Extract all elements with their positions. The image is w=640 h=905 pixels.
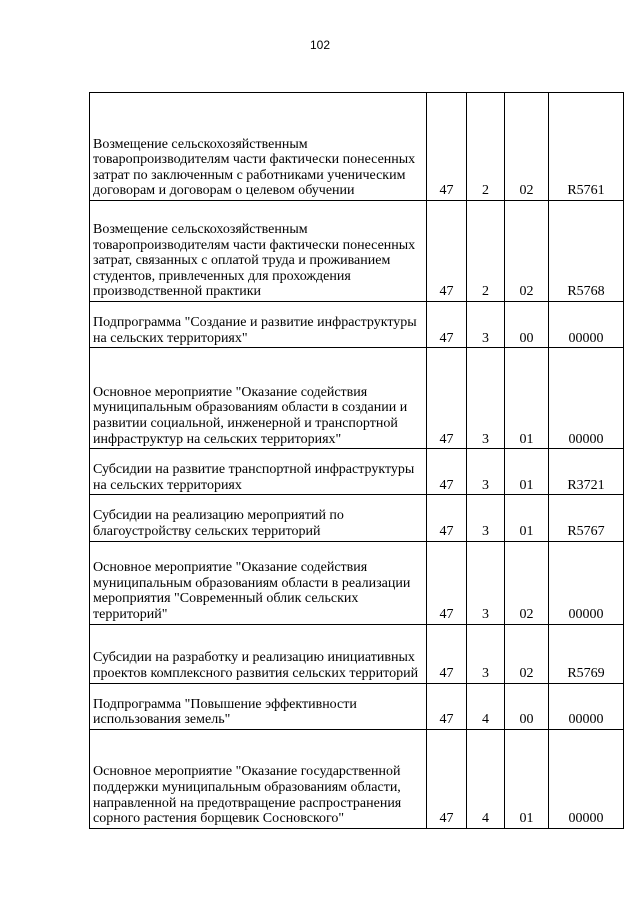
code-cell: 01	[505, 495, 549, 541]
table-row	[90, 93, 624, 201]
row-name-cell: Основное мероприятие "Оказание содействия муниципальным образованиям области в создании и развитии социальной, инженерной и транспортной инфраструктур на сельских территориях"	[90, 348, 427, 449]
code-cell: 4	[467, 729, 505, 828]
table-row	[90, 449, 624, 495]
code-cell: 00000	[549, 683, 624, 729]
table-row	[90, 683, 624, 729]
code-cell: 47	[427, 302, 467, 348]
table-row	[90, 201, 624, 302]
code-cell: 00000	[549, 302, 624, 348]
code-cell: 00000	[549, 348, 624, 449]
code-cell: 00000	[549, 541, 624, 624]
table-row	[90, 729, 624, 828]
code-cell: 47	[427, 541, 467, 624]
code-cell: 02	[505, 93, 549, 201]
code-cell: 01	[505, 729, 549, 828]
code-cell: 3	[467, 348, 505, 449]
code-cell: 2	[467, 93, 505, 201]
code-cell: 3	[467, 495, 505, 541]
page-number: 102	[309, 38, 331, 52]
code-cell: 4	[467, 683, 505, 729]
row-name-cell: Основное мероприятие "Оказание государственной поддержки муниципальным образованиям области, направленной на предотвращение распространения сорного растения борщевик Сосновского"	[90, 729, 427, 828]
code-cell: 02	[505, 624, 549, 683]
row-name-cell: Подпрограмма "Создание и развитие инфраструктуры на сельских территориях"	[90, 302, 427, 348]
code-cell: 3	[467, 624, 505, 683]
code-cell: R5769	[549, 624, 624, 683]
code-cell: 3	[467, 541, 505, 624]
code-cell: 47	[427, 624, 467, 683]
table-row	[90, 348, 624, 449]
code-cell: 47	[427, 495, 467, 541]
code-cell: 02	[505, 541, 549, 624]
budget-table	[89, 92, 624, 829]
code-cell: 47	[427, 201, 467, 302]
code-cell: 01	[505, 449, 549, 495]
row-name-cell: Возмещение сельскохозяйственным товаропроизводителям части фактически понесенных затрат, связанных с оплатой труда и проживанием студентов, привлеченных для прохождения производственной практики	[90, 201, 427, 302]
code-cell: 02	[505, 201, 549, 302]
row-name-cell: Субсидии на реализацию мероприятий по благоустройству сельских территорий	[90, 495, 427, 541]
code-cell: 2	[467, 201, 505, 302]
row-name-cell: Субсидии на разработку и реализацию инициативных проектов комплексного развития сельских территорий	[90, 624, 427, 683]
table-row	[90, 302, 624, 348]
table-row	[90, 495, 624, 541]
code-cell: 47	[427, 348, 467, 449]
code-cell: 47	[427, 93, 467, 201]
code-cell: 01	[505, 348, 549, 449]
code-cell: 00000	[549, 729, 624, 828]
code-cell: 47	[427, 449, 467, 495]
row-name-cell: Основное мероприятие "Оказание содействия муниципальным образованиям области в реализации мероприятия "Современный облик сельских территорий"	[90, 541, 427, 624]
code-cell: R5767	[549, 495, 624, 541]
row-name-cell: Возмещение сельскохозяйственным товаропроизводителям части фактически понесенных затрат по заключенным с работниками ученическим договорам и договорам о целевом обучении	[90, 93, 427, 201]
code-cell: 47	[427, 729, 467, 828]
table-row	[90, 541, 624, 624]
code-cell: R5768	[549, 201, 624, 302]
code-cell: 00	[505, 683, 549, 729]
code-cell: 00	[505, 302, 549, 348]
code-cell: 47	[427, 683, 467, 729]
code-cell: R5761	[549, 93, 624, 201]
code-cell: 3	[467, 302, 505, 348]
code-cell: R3721	[549, 449, 624, 495]
row-name-cell: Субсидии на развитие транспортной инфраструктуры на сельских территориях	[90, 449, 427, 495]
row-name-cell: Подпрограмма "Повышение эффективности использования земель"	[90, 683, 427, 729]
code-cell: 3	[467, 449, 505, 495]
table-row	[90, 624, 624, 683]
